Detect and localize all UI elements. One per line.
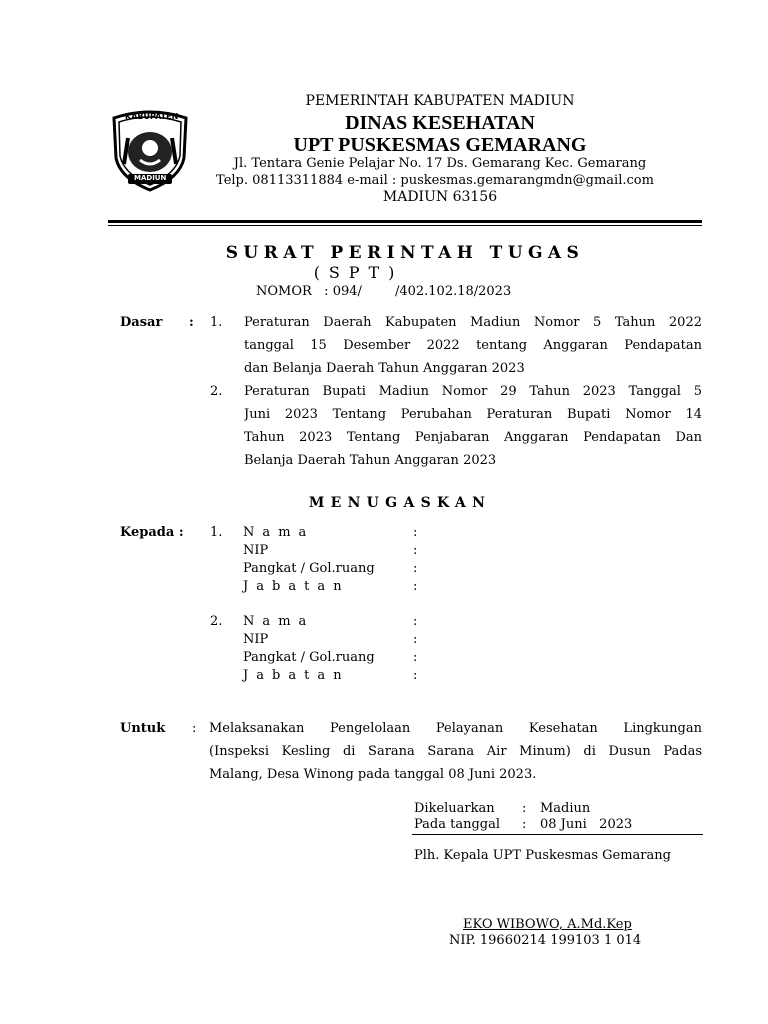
issued-place-label: Dikeluarkan xyxy=(414,801,495,816)
header-divider-thick xyxy=(108,220,702,223)
signer-position: Plh. Kepala UPT Puskesmas Gemarang xyxy=(414,848,671,863)
logo-text-top: KABUPATEN xyxy=(125,112,179,121)
gov-name: PEMERINTAH KABUPATEN MADIUN xyxy=(305,93,575,109)
issued-place-value: Madiun xyxy=(540,801,591,816)
issued-date-label: Pada tanggal xyxy=(414,817,501,832)
issued-divider xyxy=(412,834,703,835)
document-title: SURAT PERINTAH TUGAS xyxy=(225,243,585,263)
field-colon: : xyxy=(413,525,418,540)
issued-colon: : xyxy=(522,817,527,832)
dasar-item-line: Belanja Daerah Tahun Anggaran 2023 xyxy=(244,453,497,468)
field-colon: : xyxy=(413,632,418,647)
document-abbr: ( S P T ) xyxy=(313,263,397,282)
signer-name: EKO WIBOWO, A.Md.Kep xyxy=(463,917,632,932)
untuk-line: Melaksanakan Pengelolaan Pelayanan Kesehatan Lingkungan xyxy=(209,721,702,736)
dasar-item-line: Peraturan Bupati Madiun Nomor 29 Tahun 2023 Tanggal 5 xyxy=(244,384,702,399)
field-label-position: J a b a t a n xyxy=(243,579,344,594)
untuk-line: Malang, Desa Winong pada tanggal 08 Juni 2023. xyxy=(209,767,537,782)
office-name: UPT PUSKESMAS GEMARANG xyxy=(293,134,587,156)
field-colon: : xyxy=(413,650,418,665)
signer-nip: NIP. 19660214 199103 1 014 xyxy=(449,933,642,948)
dasar-item-num: 1. xyxy=(210,315,223,330)
dasar-label: Dasar xyxy=(120,315,163,330)
menugaskan-heading: MENUGASKAN xyxy=(308,495,492,511)
dasar-item-line: Tahun 2023 Tentang Penjabaran Anggaran Pendapatan Dan xyxy=(244,430,702,445)
header-divider-thin xyxy=(108,225,702,226)
untuk-line: (Inspeksi Kesling di Sarana Sarana Air Minum) di Dusun Padas xyxy=(209,744,702,759)
field-label-position: J a b a t a n xyxy=(243,668,344,683)
office-contact: Telp. 08113311884 e-mail : puskesmas.gemarangmdn@gmail.com xyxy=(216,173,654,188)
regency-logo xyxy=(104,108,196,192)
field-label-nip: NIP xyxy=(243,632,269,647)
dasar-item-num: 2. xyxy=(210,384,223,399)
logo-text-bottom: MADIUN xyxy=(134,174,167,182)
dasar-item-line: Peraturan Daerah Kabupaten Madiun Nomor 5 Tahun 2022 xyxy=(244,315,702,330)
field-colon: : xyxy=(413,579,418,594)
issued-colon: : xyxy=(522,801,527,816)
person-num: 1. xyxy=(210,525,223,540)
office-city: MADIUN 63156 xyxy=(382,189,498,205)
field-label-nip: NIP xyxy=(243,543,269,558)
dasar-item-line: tanggal 15 Desember 2022 tentang Anggaran Pendapatan xyxy=(244,338,702,353)
issued-date-value: 08 Juni 2023 xyxy=(540,817,633,832)
field-label-name: N a m a xyxy=(243,525,309,540)
kepada-label: Kepada : xyxy=(120,525,184,540)
field-label-rank: Pangkat / Gol.ruang xyxy=(243,650,375,665)
agency-name: DINAS KESEHATAN xyxy=(345,112,535,134)
untuk-label: Untuk xyxy=(120,721,166,736)
dasar-item-line: dan Belanja Daerah Tahun Anggaran 2023 xyxy=(244,361,525,376)
document-number: NOMOR : 094/ /402.102.18/2023 xyxy=(256,284,512,299)
field-colon: : xyxy=(413,614,418,629)
untuk-colon: : xyxy=(192,721,197,736)
person-num: 2. xyxy=(210,614,223,629)
field-colon: : xyxy=(413,561,418,576)
dasar-item-line: Juni 2023 Tentang Perubahan Peraturan Bupati Nomor 14 xyxy=(244,407,702,422)
office-address: Jl. Tentara Genie Pelajar No. 17 Ds. Gemarang Kec. Gemarang xyxy=(233,156,647,171)
field-label-rank: Pangkat / Gol.ruang xyxy=(243,561,375,576)
field-colon: : xyxy=(413,543,418,558)
dasar-colon: : xyxy=(189,315,194,330)
field-colon: : xyxy=(413,668,418,683)
field-label-name: N a m a xyxy=(243,614,309,629)
